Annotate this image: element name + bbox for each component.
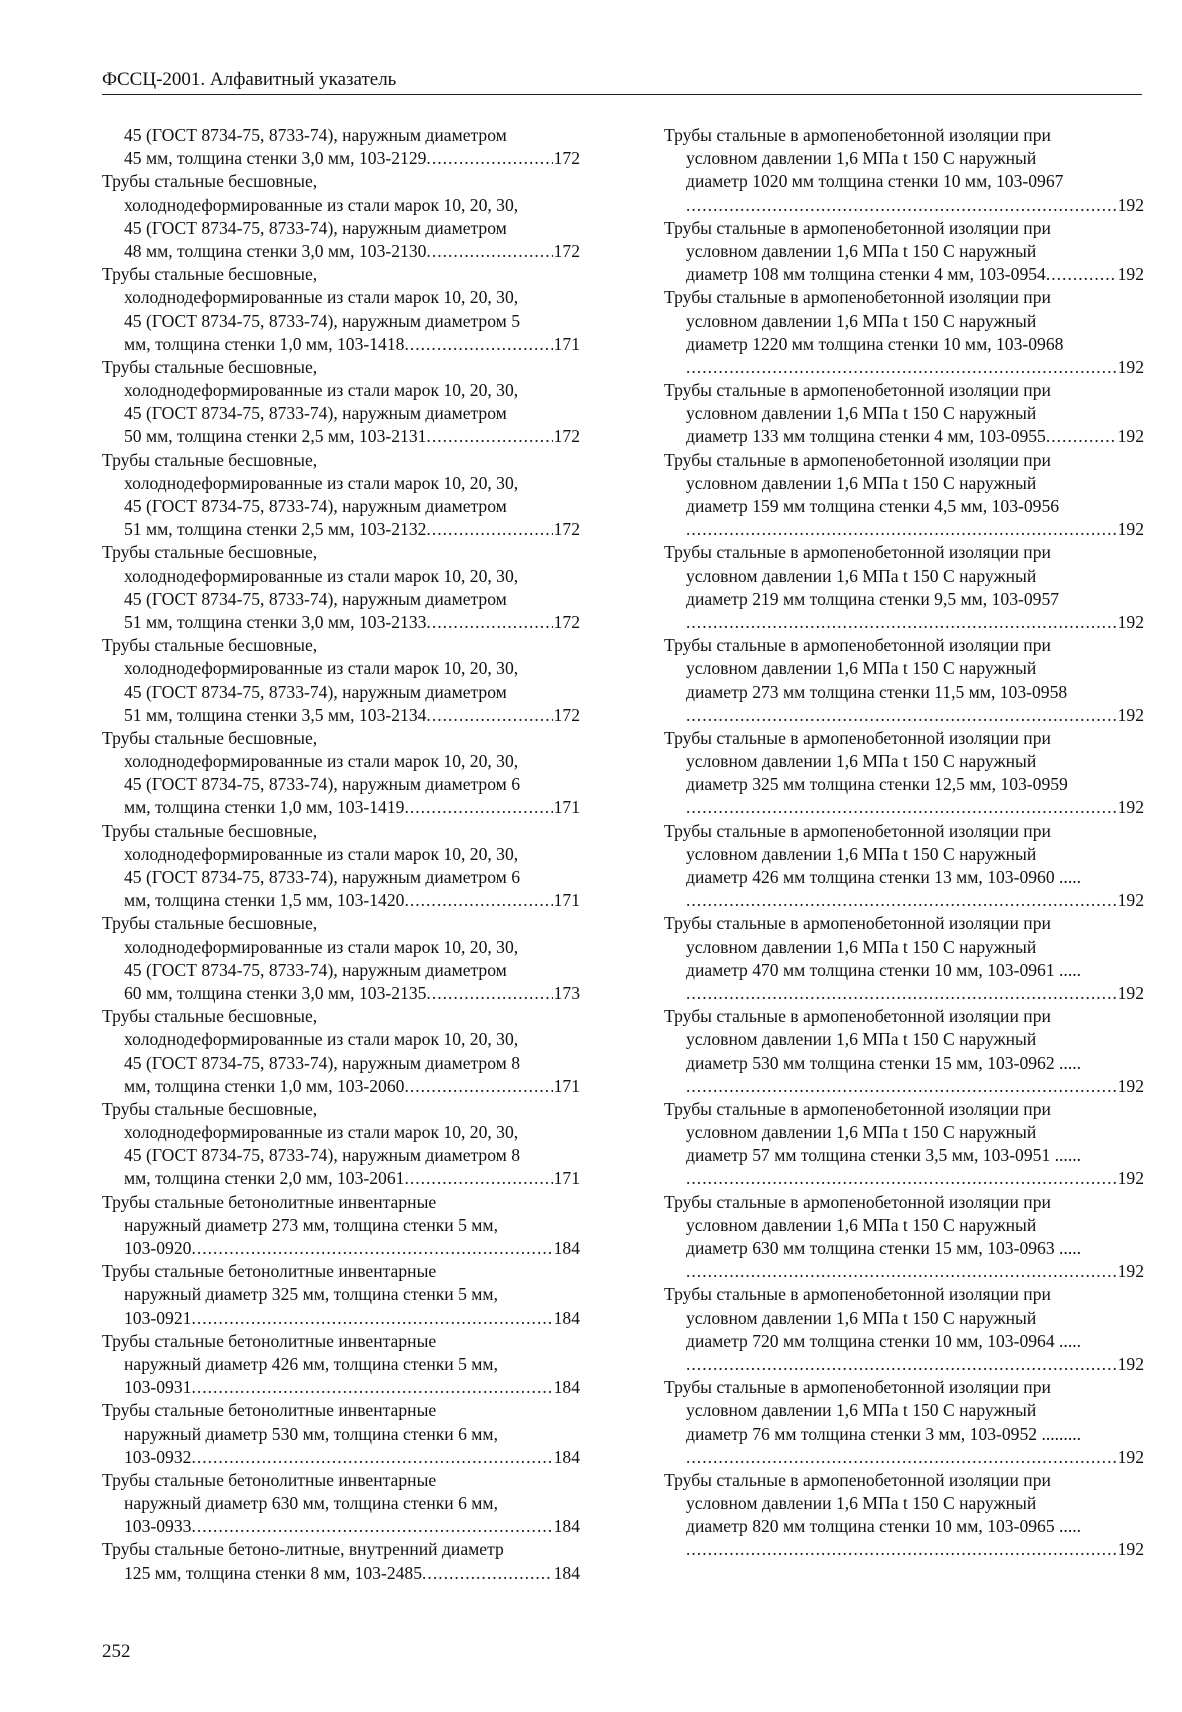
entry-text: диаметр 108 мм толщина стенки 4 мм, 103-0954 xyxy=(686,264,1046,285)
index-entry xyxy=(102,541,580,634)
entry-page-ref: 192 xyxy=(1117,982,1144,1003)
entry-heading: Трубы стальные бетоно-литные, внутренний диаметр xyxy=(102,1539,504,1560)
entry-continuation: 45 (ГОСТ 8734-75, 8733-74), наружным диаметром 6 xyxy=(124,867,521,887)
entry-heading: Трубы стальные в армопенобетонной изоляции при xyxy=(664,1098,1051,1119)
entry-continuation: холоднодеформированные из стали марок 10, 20, 30, xyxy=(124,1122,519,1143)
index-entry xyxy=(664,1283,1144,1376)
dot-leader xyxy=(1046,425,1117,448)
entry-leader-line xyxy=(664,982,1144,1005)
entry-heading: Трубы стальные бесшовные, xyxy=(102,171,318,192)
entry-page-ref: 184 xyxy=(553,1446,580,1467)
entry-page-ref: 184 xyxy=(553,1238,580,1258)
dot-leader xyxy=(191,1376,552,1399)
entry-heading: Трубы стальные в армопенобетонной изоляции при xyxy=(664,380,1051,401)
dot-leader xyxy=(426,611,552,634)
dot-leader xyxy=(686,1538,1117,1561)
entry-page-ref: 171 xyxy=(553,890,580,911)
entry-leader-line xyxy=(102,1237,580,1260)
dot-leader xyxy=(404,1075,552,1098)
entry-leader-line xyxy=(102,889,580,912)
entry-leader-line xyxy=(102,611,580,634)
entry-continuation: диаметр 273 мм толщина стенки 11,5 мм, 103-0958 xyxy=(686,681,1068,702)
entry-continuation: наружный диаметр 630 мм, толщина стенки 6 мм, xyxy=(124,1493,498,1514)
right-column xyxy=(664,124,1144,1562)
dot-leader xyxy=(404,796,552,819)
dot-leader xyxy=(686,356,1117,379)
entry-continuation: условном давлении 1,6 МПа t 150 С наружный xyxy=(686,658,1037,679)
entry-leader-line xyxy=(664,263,1144,286)
entry-continuation: 45 (ГОСТ 8734-75, 8733-74), наружным диаметром 8 xyxy=(124,1145,521,1166)
entry-continuation: условном давлении 1,6 МПа t 150 С наружный xyxy=(686,1493,1037,1514)
entry-continuation: условном давлении 1,6 МПа t 150 С наружный xyxy=(686,148,1037,169)
entry-leader-line xyxy=(102,1376,580,1399)
entry-page-ref: 192 xyxy=(1117,1446,1144,1467)
entry-continuation: условном давлении 1,6 МПа t 150 С наружный xyxy=(686,936,1037,957)
entry-page-ref: 172 xyxy=(553,611,580,632)
entry-text: мм, толщина стенки 2,0 мм, 103-2061 xyxy=(124,1168,405,1189)
entry-leader-line xyxy=(664,704,1144,727)
entry-text: диаметр 133 мм толщина стенки 4 мм, 103-0955 xyxy=(686,426,1046,447)
entry-heading: Трубы стальные в армопенобетонной изоляции при xyxy=(664,449,1051,470)
entry-continuation: диаметр 219 мм толщина стенки 9,5 мм, 103-0957 xyxy=(686,588,1060,609)
dot-leader xyxy=(426,147,552,170)
entry-heading: Трубы стальные бесшовные, xyxy=(102,913,318,934)
entry-text: 45 мм, толщина стенки 3,0 мм, 103-2129 xyxy=(124,148,427,169)
entry-heading: Трубы стальные бесшовные, xyxy=(102,820,318,841)
entry-continuation: условном давлении 1,6 МПа t 150 С наружный xyxy=(686,1029,1037,1050)
entry-page-ref: 171 xyxy=(553,1075,580,1096)
entry-page-ref: 171 xyxy=(553,797,580,818)
entry-leader-line xyxy=(664,611,1144,634)
entry-continuation: холоднодеформированные из стали марок 10, 20, 30, xyxy=(124,472,519,493)
entry-heading: Трубы стальные в армопенобетонной изоляции при xyxy=(664,820,1051,841)
entry-heading: Трубы стальные в армопенобетонной изоляции при xyxy=(664,1191,1051,1212)
entry-continuation: наружный диаметр 426 мм, толщина стенки 5 мм, xyxy=(124,1353,498,1374)
entry-leader-line xyxy=(102,704,580,727)
entry-continuation: диаметр 1220 мм толщина стенки 10 мм, 103-0968 xyxy=(686,333,1064,354)
entry-page-ref: 172 xyxy=(553,704,580,725)
running-header: ФССЦ-2001. Алфавитный указатель xyxy=(102,68,1142,95)
left-column xyxy=(102,124,580,1585)
index-entry xyxy=(102,1469,580,1539)
entry-text: 51 мм, толщина стенки 3,5 мм, 103-2134 xyxy=(124,704,427,725)
entry-heading: Трубы стальные бесшовные, xyxy=(102,264,318,285)
entry-page-ref: 192 xyxy=(1117,356,1144,377)
entry-text: 125 мм, толщина стенки 8 мм, 103-2485 xyxy=(124,1562,423,1583)
entry-leader-line xyxy=(102,1515,580,1538)
entry-continuation: наружный диаметр 530 мм, толщина стенки 6 мм, xyxy=(124,1423,498,1444)
entry-continuation: 45 (ГОСТ 8734-75, 8733-74), наружным диаметром xyxy=(124,588,507,609)
index-entry xyxy=(102,1260,580,1330)
entry-continuation: холоднодеформированные из стали марок 10, 20, 30, xyxy=(124,936,519,957)
entry-continuation: диаметр 76 мм толщина стенки 3 мм, 103-0952 ......... xyxy=(686,1423,1082,1444)
entry-heading: Трубы стальные бетонолитные инвентарные xyxy=(102,1400,437,1421)
index-entry xyxy=(102,1538,580,1584)
dot-leader xyxy=(686,518,1117,541)
index-entry xyxy=(102,634,580,727)
entry-continuation: 45 (ГОСТ 8734-75, 8733-74), наружным диаметром xyxy=(124,959,507,980)
index-entry xyxy=(664,379,1144,449)
entry-continuation: 45 (ГОСТ 8734-75, 8733-74), наружным диаметром xyxy=(124,496,507,516)
entry-heading: Трубы стальные в армопенобетонной изоляции при xyxy=(664,1006,1051,1027)
index-entry xyxy=(102,1098,580,1191)
index-entry xyxy=(664,217,1144,287)
entry-leader-line xyxy=(664,1167,1144,1190)
entry-continuation: 45 (ГОСТ 8734-75, 8733-74), наружным диаметром 8 xyxy=(124,1052,521,1073)
entry-heading: Трубы стальные бесшовные, xyxy=(102,635,318,656)
entry-continuation: холоднодеформированные из стали марок 10, 20, 30, xyxy=(124,194,519,215)
entry-leader-line xyxy=(664,1260,1144,1283)
dot-leader xyxy=(422,1562,553,1585)
entry-page-ref: 192 xyxy=(1117,194,1144,215)
entry-heading: Трубы стальные бесшовные, xyxy=(102,1098,318,1119)
entry-page-ref: 192 xyxy=(1117,264,1144,285)
entry-page-ref: 192 xyxy=(1117,611,1144,632)
entry-leader-line xyxy=(102,982,580,1005)
dot-leader xyxy=(426,240,552,263)
dot-leader xyxy=(686,1446,1117,1469)
entry-heading: Трубы стальные в армопенобетонной изоляции при xyxy=(664,1469,1051,1490)
entry-page-ref: 184 xyxy=(553,1307,580,1328)
dot-leader xyxy=(191,1515,552,1538)
entry-leader-line xyxy=(102,1562,580,1585)
entry-heading: Трубы стальные в армопенобетонной изоляции при xyxy=(664,217,1051,238)
index-entry xyxy=(664,124,1144,217)
entry-continuation: условном давлении 1,6 МПа t 150 С наружный xyxy=(686,310,1037,331)
entry-page-ref: 192 xyxy=(1117,797,1144,818)
dot-leader xyxy=(686,1167,1117,1190)
entry-text: 51 мм, толщина стенки 2,5 мм, 103-2132 xyxy=(124,519,427,540)
entry-continuation: холоднодеформированные из стали марок 10, 20, 30, xyxy=(124,1029,519,1050)
entry-page-ref: 192 xyxy=(1117,704,1144,725)
index-entry xyxy=(664,1098,1144,1191)
index-entry xyxy=(102,1005,580,1098)
entry-text: 103-0921 xyxy=(124,1307,192,1328)
entry-text: 60 мм, толщина стенки 3,0 мм, 103-2135 xyxy=(124,982,427,1003)
index-entry xyxy=(102,1330,580,1400)
entry-heading: Трубы стальные бесшовные, xyxy=(102,1006,318,1027)
dot-leader xyxy=(191,1446,552,1469)
entry-continuation: условном давлении 1,6 МПа t 150 С наружный xyxy=(686,472,1037,493)
entry-continuation: диаметр 1020 мм толщина стенки 10 мм, 103-0967 xyxy=(686,171,1064,192)
dot-leader xyxy=(686,796,1117,819)
entry-continuation: условном давлении 1,6 МПа t 150 С наружный xyxy=(686,1122,1037,1143)
entry-leader-line xyxy=(102,518,580,541)
entry-continuation: наружный диаметр 325 мм, толщина стенки 5 мм, xyxy=(124,1284,498,1305)
entry-continuation: холоднодеформированные из стали марок 10, 20, 30, xyxy=(124,843,519,864)
index-entry xyxy=(664,286,1144,379)
entry-continuation: условном давлении 1,6 МПа t 150 С наружный xyxy=(686,403,1037,424)
dot-leader xyxy=(686,982,1117,1005)
entry-page-ref: 192 xyxy=(1117,1168,1144,1189)
dot-leader xyxy=(1046,263,1117,286)
entry-page-ref: 192 xyxy=(1117,426,1144,447)
entry-page-ref: 192 xyxy=(1117,1539,1144,1560)
entry-leader-line xyxy=(664,1538,1144,1561)
entry-heading: Трубы стальные в армопенобетонной изоляции при xyxy=(664,542,1051,563)
index-entry xyxy=(102,449,580,542)
entry-text: мм, толщина стенки 1,5 мм, 103-1420 xyxy=(124,890,405,911)
entry-page-ref: 171 xyxy=(553,1168,580,1189)
entry-page-ref: 192 xyxy=(1117,1353,1144,1374)
entry-continuation: холоднодеформированные из стали марок 10, 20, 30, xyxy=(124,287,519,308)
index-entry xyxy=(102,124,580,170)
entry-page-ref: 172 xyxy=(553,240,580,261)
index-entry xyxy=(664,912,1144,1005)
entry-page-ref: 172 xyxy=(553,148,580,169)
index-entry xyxy=(664,1191,1144,1284)
entry-continuation: диаметр 470 мм толщина стенки 10 мм, 103-0961 ..... xyxy=(686,959,1082,980)
entry-heading: Трубы стальные в армопенобетонной изоляции при xyxy=(664,287,1051,308)
entry-page-ref: 192 xyxy=(1117,1075,1144,1096)
entry-heading: Трубы стальные бетонолитные инвентарные xyxy=(102,1330,437,1351)
index-entry xyxy=(664,820,1144,913)
dot-leader xyxy=(426,704,552,727)
entry-page-ref: 171 xyxy=(553,333,580,354)
entry-continuation: условном давлении 1,6 МПа t 150 С наружный xyxy=(686,240,1037,261)
entry-continuation: 45 (ГОСТ 8734-75, 8733-74), наружным диаметром xyxy=(124,217,507,238)
entry-leader-line xyxy=(664,518,1144,541)
dot-leader xyxy=(404,333,552,356)
entry-continuation: диаметр 426 мм толщина стенки 13 мм, 103-0960 ..... xyxy=(686,867,1082,887)
dot-leader xyxy=(686,194,1117,217)
index-entry xyxy=(102,820,580,913)
index-entry xyxy=(102,170,580,263)
entry-heading: Трубы стальные в армопенобетонной изоляции при xyxy=(664,727,1051,748)
index-entry xyxy=(664,1005,1144,1098)
entry-heading: Трубы стальные бесшовные, xyxy=(102,727,318,748)
entry-heading: Трубы стальные бетонолитные инвентарные xyxy=(102,1191,437,1212)
dot-leader xyxy=(191,1237,552,1260)
entry-continuation: диаметр 720 мм толщина стенки 10 мм, 103-0964 ..... xyxy=(686,1330,1082,1351)
entry-heading: 45 (ГОСТ 8734-75, 8733-74), наружным диаметром xyxy=(124,125,507,145)
entry-leader-line xyxy=(102,1307,580,1330)
entry-heading: Трубы стальные в армопенобетонной изоляции при xyxy=(664,635,1051,656)
entry-leader-line xyxy=(102,1167,580,1190)
entry-leader-line xyxy=(102,240,580,263)
index-entry xyxy=(102,1399,580,1469)
entry-text: 103-0920 xyxy=(124,1238,192,1258)
entry-continuation: наружный диаметр 273 мм, толщина стенки 5 мм, xyxy=(124,1214,498,1235)
entry-heading: Трубы стальные бесшовные, xyxy=(102,356,318,377)
entry-continuation: 45 (ГОСТ 8734-75, 8733-74), наружным диаметром xyxy=(124,681,507,702)
entry-continuation: условном давлении 1,6 МПа t 150 С наружный xyxy=(686,843,1037,864)
entry-continuation: условном давлении 1,6 МПа t 150 С наружный xyxy=(686,565,1037,586)
entry-continuation: диаметр 630 мм толщина стенки 15 мм, 103-0963 ..... xyxy=(686,1238,1082,1258)
entry-text: мм, толщина стенки 1,0 мм, 103-2060 xyxy=(124,1075,405,1096)
entry-text: 50 мм, толщина стенки 2,5 мм, 103-2131 xyxy=(124,426,427,447)
entry-leader-line xyxy=(102,1075,580,1098)
dot-leader xyxy=(426,425,552,448)
entry-continuation: условном давлении 1,6 МПа t 150 С наружный xyxy=(686,1307,1037,1328)
index-entry xyxy=(664,634,1144,727)
entry-page-ref: 192 xyxy=(1117,519,1144,540)
dot-leader xyxy=(686,1353,1117,1376)
entry-continuation: условном давлении 1,6 МПа t 150 С наружный xyxy=(686,1214,1037,1235)
index-entry xyxy=(664,541,1144,634)
entry-continuation: диаметр 57 мм толщина стенки 3,5 мм, 103-0951 ...... xyxy=(686,1145,1082,1166)
entry-continuation: 45 (ГОСТ 8734-75, 8733-74), наружным диаметром xyxy=(124,403,507,424)
entry-leader-line xyxy=(664,796,1144,819)
entry-heading: Трубы стальные в армопенобетонной изоляции при xyxy=(664,1284,1051,1305)
entry-leader-line xyxy=(664,1075,1144,1098)
index-entry xyxy=(102,1191,580,1261)
entry-page-ref: 184 xyxy=(553,1377,580,1398)
entry-page-ref: 192 xyxy=(1117,1261,1144,1282)
dot-leader xyxy=(191,1307,552,1330)
entry-heading: Трубы стальные бетонолитные инвентарные xyxy=(102,1261,437,1282)
dot-leader xyxy=(686,704,1117,727)
entry-leader-line xyxy=(664,194,1144,217)
entry-continuation: диаметр 325 мм толщина стенки 12,5 мм, 103-0959 xyxy=(686,774,1068,795)
dot-leader xyxy=(426,982,552,1005)
entry-continuation: диаметр 530 мм толщина стенки 15 мм, 103-0962 ..... xyxy=(686,1052,1082,1073)
entry-page-ref: 192 xyxy=(1117,890,1144,911)
entry-leader-line xyxy=(102,1446,580,1469)
dot-leader xyxy=(686,1260,1117,1283)
index-entry xyxy=(664,727,1144,820)
entry-leader-line xyxy=(102,425,580,448)
entry-leader-line xyxy=(102,147,580,170)
index-entry xyxy=(102,727,580,820)
entry-heading: Трубы стальные в армопенобетонной изоляции при xyxy=(664,125,1051,145)
entry-leader-line xyxy=(664,1353,1144,1376)
dot-leader xyxy=(686,889,1117,912)
entry-leader-line xyxy=(664,356,1144,379)
entry-continuation: условном давлении 1,6 МПа t 150 С наружный xyxy=(686,751,1037,772)
entry-text: мм, толщина стенки 1,0 мм, 103-1419 xyxy=(124,797,405,818)
entry-continuation: диаметр 820 мм толщина стенки 10 мм, 103-0965 ..... xyxy=(686,1516,1082,1537)
entry-continuation: холоднодеформированные из стали марок 10, 20, 30, xyxy=(124,380,519,401)
dot-leader xyxy=(404,1167,552,1190)
entry-continuation: условном давлении 1,6 МПа t 150 С наружный xyxy=(686,1400,1037,1421)
entry-text: 103-0931 xyxy=(124,1377,192,1398)
entry-text: 51 мм, толщина стенки 3,0 мм, 103-2133 xyxy=(124,611,427,632)
entry-leader-line xyxy=(102,333,580,356)
entry-heading: Трубы стальные в армопенобетонной изоляции при xyxy=(664,1377,1051,1398)
entry-continuation: холоднодеформированные из стали марок 10, 20, 30, xyxy=(124,751,519,772)
dot-leader xyxy=(404,889,552,912)
entry-text: мм, толщина стенки 1,0 мм, 103-1418 xyxy=(124,333,405,354)
index-entry xyxy=(664,1469,1144,1562)
entry-continuation: холоднодеформированные из стали марок 10, 20, 30, xyxy=(124,565,519,586)
entry-heading: Трубы стальные бетонолитные инвентарные xyxy=(102,1469,437,1490)
entry-leader-line xyxy=(664,889,1144,912)
dot-leader xyxy=(426,518,552,541)
entry-leader-line xyxy=(102,796,580,819)
dot-leader xyxy=(686,611,1117,634)
index-entry xyxy=(664,449,1144,542)
entry-page-ref: 173 xyxy=(553,982,580,1003)
entry-continuation: 45 (ГОСТ 8734-75, 8733-74), наружным диаметром 5 xyxy=(124,310,521,331)
entry-page-ref: 184 xyxy=(553,1516,580,1537)
entry-continuation: холоднодеформированные из стали марок 10, 20, 30, xyxy=(124,658,519,679)
entry-heading: Трубы стальные в армопенобетонной изоляции при xyxy=(664,913,1051,934)
entry-leader-line xyxy=(664,1446,1144,1469)
entry-continuation: диаметр 159 мм толщина стенки 4,5 мм, 103-0956 xyxy=(686,496,1060,516)
entry-text: 48 мм, толщина стенки 3,0 мм, 103-2130 xyxy=(124,240,427,261)
entry-heading: Трубы стальные бесшовные, xyxy=(102,542,318,563)
entry-text: 103-0932 xyxy=(124,1446,192,1467)
entry-heading: Трубы стальные бесшовные, xyxy=(102,449,318,470)
entry-page-ref: 172 xyxy=(553,426,580,447)
dot-leader xyxy=(686,1075,1117,1098)
entry-leader-line xyxy=(664,425,1144,448)
index-entry xyxy=(102,263,580,356)
page-number: 252 xyxy=(102,1641,131,1662)
index-entry xyxy=(102,356,580,449)
index-entry xyxy=(664,1376,1144,1469)
index-entry xyxy=(102,912,580,1005)
entry-page-ref: 184 xyxy=(553,1562,580,1583)
entry-page-ref: 172 xyxy=(553,519,580,540)
entry-continuation: 45 (ГОСТ 8734-75, 8733-74), наружным диаметром 6 xyxy=(124,774,521,795)
entry-text: 103-0933 xyxy=(124,1516,192,1537)
